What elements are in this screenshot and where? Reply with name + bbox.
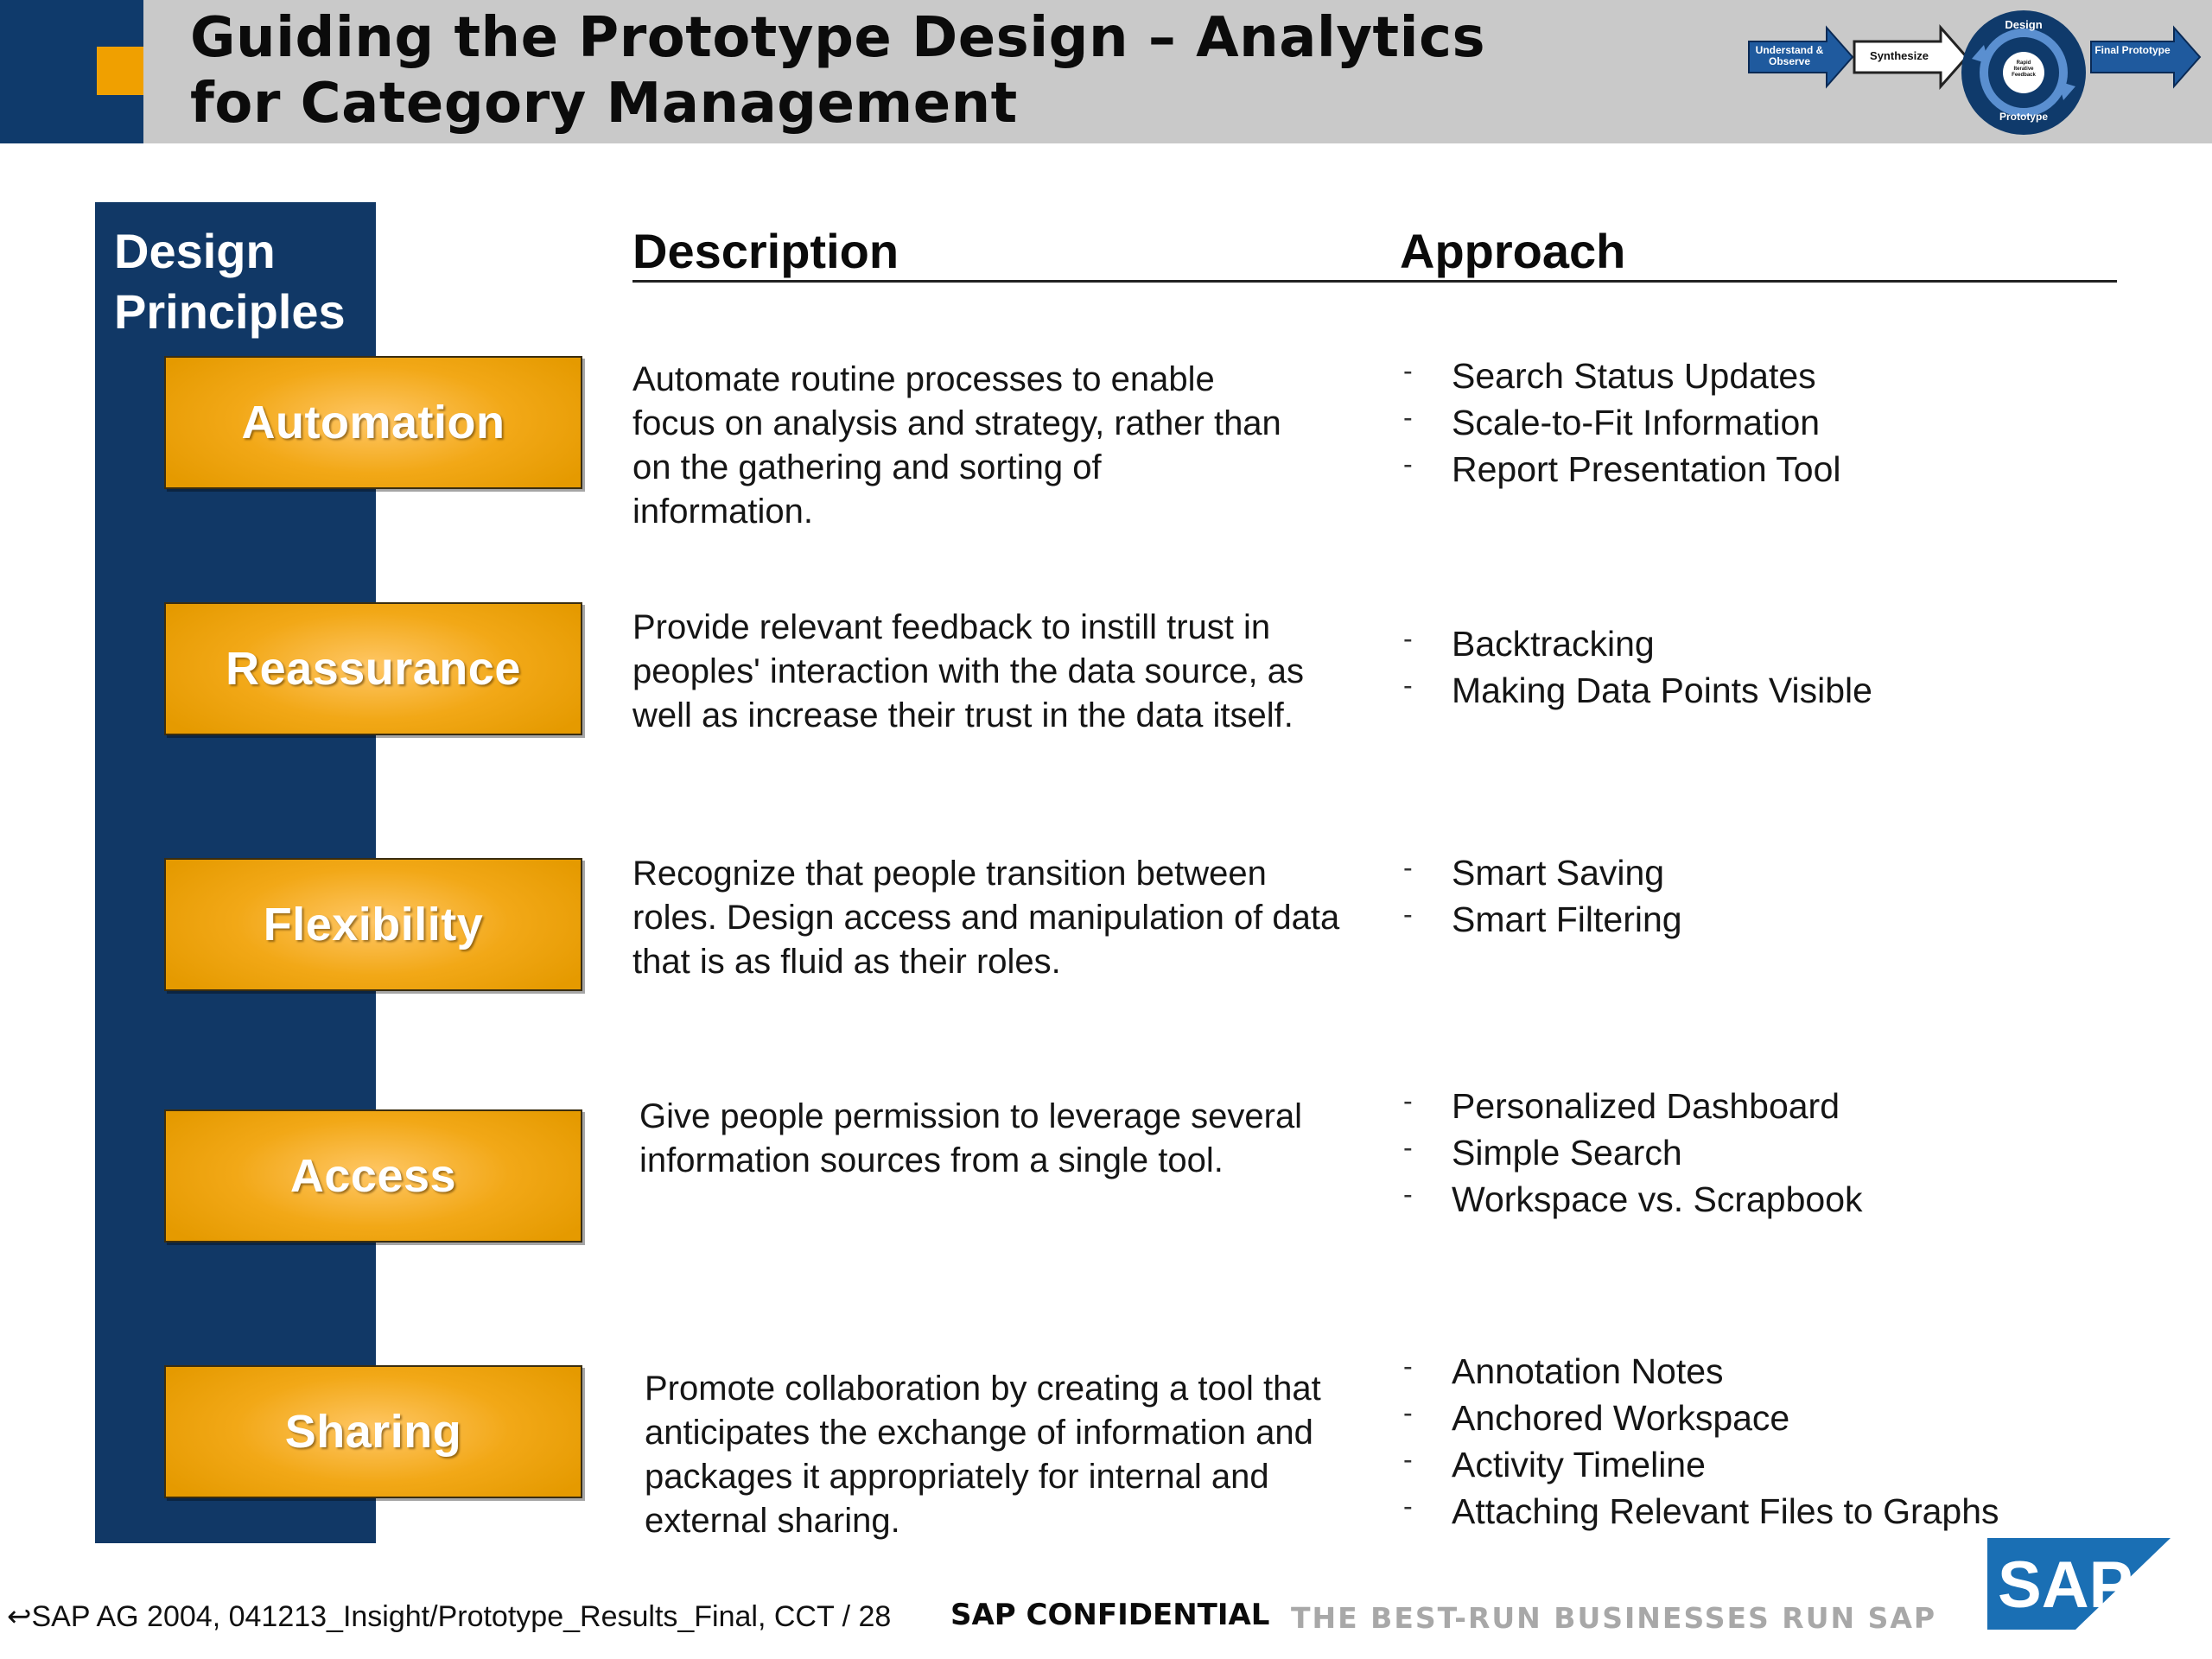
approach-header: Approach <box>1400 224 1626 278</box>
approach-list-reassurance <box>1400 620 2177 714</box>
description-header: Description <box>632 224 899 278</box>
process-cycle-prototype: Prototype <box>1999 111 2048 123</box>
approach-item: - Personalized Dashboard <box>1400 1083 2177 1129</box>
footer-confidential: SAP CONFIDENTIAL <box>950 1598 1270 1632</box>
header-divider <box>632 280 2117 283</box>
principle-label: Access <box>289 1150 457 1202</box>
principle-label: Sharing <box>284 1406 462 1458</box>
principle-label: Reassurance <box>226 643 521 695</box>
principle-box-reassurance <box>164 602 582 735</box>
sap-logo-text: SAP <box>1998 1548 2133 1622</box>
approach-item: - Report Presentation Tool <box>1400 446 2177 493</box>
principle-label: Flexibility <box>263 899 484 950</box>
footer-citation-text: SAP AG 2004, 041213_Insight/Prototype_Results_Final, CCT / 28 <box>31 1600 892 1633</box>
principles-column-title: Design Principles <box>114 224 346 339</box>
approach-list-sharing <box>1400 1348 2177 1535</box>
process-step-final: Final Prototype <box>2094 44 2171 56</box>
principle-box-access <box>164 1109 582 1243</box>
approach-item: - Scale-to-Fit Information <box>1400 399 2177 446</box>
approach-item: - Activity Timeline <box>1400 1441 2177 1488</box>
approach-list-automation <box>1400 353 2177 493</box>
process-diagram-graphic <box>1745 7 2203 138</box>
description-flexibility: Recognize that people transition between roles. Design access and manipulation of data that is as fluid as their roles. <box>632 855 1340 981</box>
approach-item: - Smart Filtering <box>1400 896 2177 943</box>
approach-item: - Smart Saving <box>1400 849 2177 896</box>
description-access: Give people permission to leverage several information sources from a single tool. <box>639 1097 1303 1179</box>
principle-box-sharing <box>164 1365 582 1498</box>
approach-item: - Search Status Updates <box>1400 353 2177 399</box>
copyright-icon: ↩ <box>7 1600 32 1633</box>
principle-box-automation <box>164 356 582 489</box>
approach-list-flexibility <box>1400 849 2177 943</box>
approach-item: - Making Data Points Visible <box>1400 667 2177 714</box>
sap-logo <box>1986 1536 2172 1631</box>
process-step-understand: Understand & Observe <box>1755 44 1824 67</box>
approach-item: - Attaching Relevant Files to Graphs <box>1400 1488 2177 1535</box>
approach-item: - Annotation Notes <box>1400 1348 2177 1395</box>
principle-box-flexibility <box>164 858 582 991</box>
description-reassurance: Provide relevant feedback to instill trust in peoples' interaction with the data source, as well as increase their trust in the data itself. <box>632 608 1304 734</box>
footer-citation <box>7 1597 891 1637</box>
slide-title-line-1: Guiding the Prototype Design – Analytics <box>190 6 1486 70</box>
principle-label: Automation <box>241 397 505 448</box>
description-sharing: Promote collaboration by creating a tool that anticipates the exchange of information and packages it appropriately for internal and external sharing. <box>645 1370 1321 1540</box>
slide-title <box>190 5 1659 137</box>
approach-item: - Workspace vs. Scrapbook <box>1400 1176 2177 1223</box>
process-cycle-center: Rapid Iterative Feedback <box>2012 60 2036 78</box>
header-gold-square <box>97 47 143 95</box>
approach-item: - Simple Search <box>1400 1129 2177 1176</box>
slide-title-line-2: for Category Management <box>190 72 1018 136</box>
process-step-synthesize: Synthesize <box>1870 49 1929 62</box>
approach-item: - Backtracking <box>1400 620 2177 667</box>
process-cycle-design: Design <box>2005 18 2043 31</box>
description-automation: Automate routine processes to enable focus on analysis and strategy, rather than on the gathering and sorting of information. <box>632 360 1281 531</box>
process-diagram <box>1745 7 2203 138</box>
footer-tagline: THE BEST-RUN BUSINESSES RUN SAP <box>1291 1601 1937 1635</box>
approach-list-access <box>1400 1083 2177 1223</box>
step-final-arrow-icon <box>2091 28 2200 86</box>
approach-item: - Anchored Workspace <box>1400 1395 2177 1441</box>
